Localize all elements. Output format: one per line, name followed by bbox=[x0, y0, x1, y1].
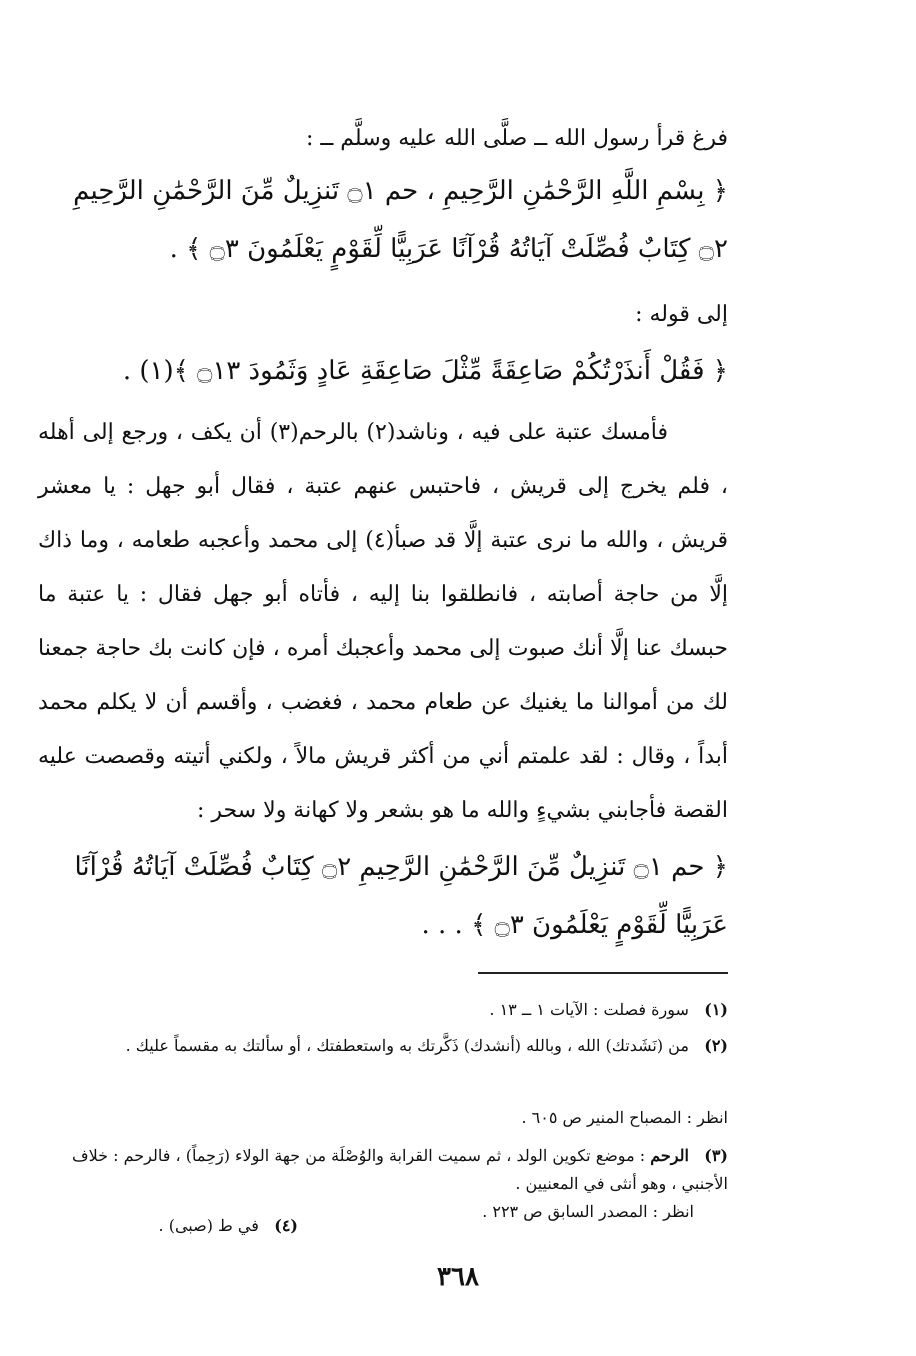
quran-verse-1: ﴿ بِسْمِ اللَّهِ الرَّحْمَٰنِ الرَّحِيمِ ، حم ۝١ تَنزِيلٌ مِّنَ الرَّحْمَٰنِ الرَّحِيمِ ۝٢ كِتَابٌ فُصِّلَتْ آيَاتُهُ قُرْآنًا عَرَبِيًّا لِّقَوْمٍ يَعْلَمُونَ ۝٣ ﴾ . bbox=[73, 176, 728, 264]
footnote-3-reference: انظر : المصدر السابق ص ٢٢٣ . bbox=[482, 1202, 694, 1221]
footnote-1 bbox=[38, 996, 728, 1024]
footnote-2-text: من (نَشَدتك) الله ، وبالله (أنشدك) ذَكَّرتك به واستعطفتك ، أو سألتك به مقسماً عليك . bbox=[125, 1036, 689, 1055]
intro-line: فرغ قرأ رسول الله ــ صلَّى الله عليه وسلَّم ــ : bbox=[306, 126, 728, 151]
footnote-1-text: سورة فصلت : الآيات ١ ــ ١٣ . bbox=[489, 1000, 689, 1019]
footnote-4 bbox=[38, 1212, 298, 1240]
footnote-3-term: الرحم bbox=[650, 1146, 689, 1165]
footnote-2-number: (٢) bbox=[704, 1036, 728, 1055]
page-number: ٣٦٨ bbox=[437, 1262, 479, 1292]
footnote-3-number: (٣) bbox=[704, 1146, 728, 1165]
footnote-3-text: : موضع تكوين الولد ، ثم سميت القرابة والوُصْلَة من جهة الولاء (رَحِماً) ، فالرحم : خلاف الأجنبي ، وهو أنثى في المعنيين . bbox=[72, 1146, 728, 1193]
footnote-4-text: في ط (صبى) . bbox=[158, 1216, 259, 1235]
footnote-4-number: (٤) bbox=[274, 1216, 298, 1235]
quran-verse-2: ﴿ فَقُلْ أَنذَرْتُكُمْ صَاعِقَةً مِّثْلَ صَاعِقَةِ عَادٍ وَثَمُودَ ۝١٣ ﴾(١) . bbox=[122, 356, 728, 386]
footnote-2 bbox=[38, 1032, 728, 1060]
quran-verse-3: ﴿ حم ۝١ تَنزِيلٌ مِّنَ الرَّحْمَٰنِ الرَّحِيمِ ۝٢ كِتَابٌ فُصِّلَتْ آيَاتُهُ قُرْآنًا عَرَبِيًّا لِّقَوْمٍ يَعْلَمُونَ ۝٣ ﴾ . . . bbox=[74, 852, 728, 940]
footnote-1-number: (١) bbox=[704, 1000, 728, 1019]
intro-line-2: إلى قوله : bbox=[635, 302, 728, 327]
footnote-2-reference: انظر : المصباح المنير ص ٦٠٥ . bbox=[521, 1108, 728, 1127]
footnote-divider bbox=[478, 972, 728, 974]
body-paragraph: فأمسك عتبة على فيه ، وناشد(٢) بالرحم(٣) أن يكف ، ورجع إلى أهله ، فلم يخرج إلى قريش ، فاحتبس عنهم عتبة ، فقال أبو جهل : يا معشر قريش ، والله ما نرى عتبة إلَّا قد صبأ(٤) إلى محمد وأعجبه طعامه ، وما ذاك إلَّا من حاجة أصابته ، فانطلقوا بنا إليه ، فأتاه أبو جهل فقال : يا عتبة ما حبسك عنا إلَّا أنك صبوت إلى محمد وأعجبك أمره ، فإن كانت بك حاجة جمعنا لك من أموالنا ما يغنيك عن طعام محمد ، فغضب ، وأقسم أن لا يكلم محمد أبداً ، وقال : لقد علمتم أني من أكثر قريش مالاً ، ولكني أتيته وقصصت عليه القصة فأجابني بشيءٍ والله ما هو بشعر ولا كهانة ولا سحر : bbox=[38, 420, 728, 823]
